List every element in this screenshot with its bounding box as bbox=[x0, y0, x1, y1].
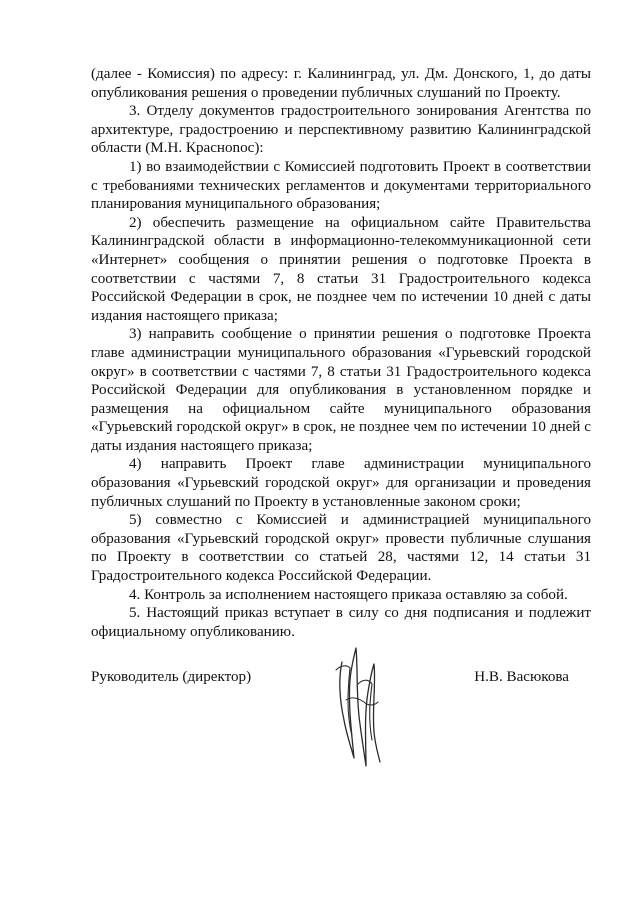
signatory-title: Руководитель (директор) bbox=[91, 669, 252, 685]
paragraph-subitem-3: 3) направить сообщение о принятии решения о подготовке Проекта главе администрации муниципального образования «Гурьевский городской округ» в соответствии с частями 7, 8 статьи 31 Градостроительного кодекса Российской Федерации для опубликования в установленном порядке и размещения на официальном сайте муниципального образования «Гурьевский городской округ» в срок, не позднее чем по истечении 10 дней с даты издания настоящего приказа; bbox=[91, 326, 591, 454]
handwritten-signature bbox=[328, 640, 386, 770]
paragraph-subitem-5: 5) совместно с Комиссией и администрацией муниципального образования «Гурьевский городской округ» провести публичные слушания по Проекту в соответствии со статьей 28, частями 12, 14 статьи 31 Градостроительного кодекса Российской Федерации. bbox=[91, 512, 591, 585]
paragraph-subitem-2: 2) обеспечить размещение на официальном сайте Правительства Калининградской области в информационно-телекоммуникационной сети «Интернет» сообщения о принятии решения о подготовке Проекта в соответствии с частями 7, 8 статьи 31 Градостроительного кодекса Российской Федерации в срок, не позднее чем по истечении 10 дней с даты издания настоящего приказа; bbox=[91, 214, 591, 324]
document-body bbox=[91, 65, 591, 641]
paragraph-continuation: (далее - Комиссия) по адресу: г. Калининград, ул. Дм. Донского, 1, до даты опубликования решения о проведении публичных слушаний по Проекту. bbox=[91, 66, 591, 101]
paragraph-item-5: 5. Настоящий приказ вступает в силу со дня подписания и подлежит официальному опубликованию. bbox=[91, 605, 591, 640]
paragraph-item-3: 3. Отделу документов градостроительного зонирования Агентства по архитектуре, градостроению и перспективному развитию Калининградской области (М.Н. Красноnoc): bbox=[91, 103, 591, 157]
paragraph-subitem-1: 1) во взаимодействии с Комиссией подготовить Проект в соответствии с требованиями технических регламентов и документами территориального планирования муниципального образования; bbox=[91, 158, 591, 213]
paragraph-item-4: 4. Контроль за исполнением настоящего приказа оставляю за собой. bbox=[129, 586, 568, 603]
paragraph-subitem-4: 4) направить Проект главе администрации муниципального образования «Гурьевский городской округ» для организации и проведения публичных слушаний по Проекту в установленные законом сроки; bbox=[91, 456, 591, 510]
signatory-name: Н.В. Васюкова bbox=[474, 669, 569, 685]
